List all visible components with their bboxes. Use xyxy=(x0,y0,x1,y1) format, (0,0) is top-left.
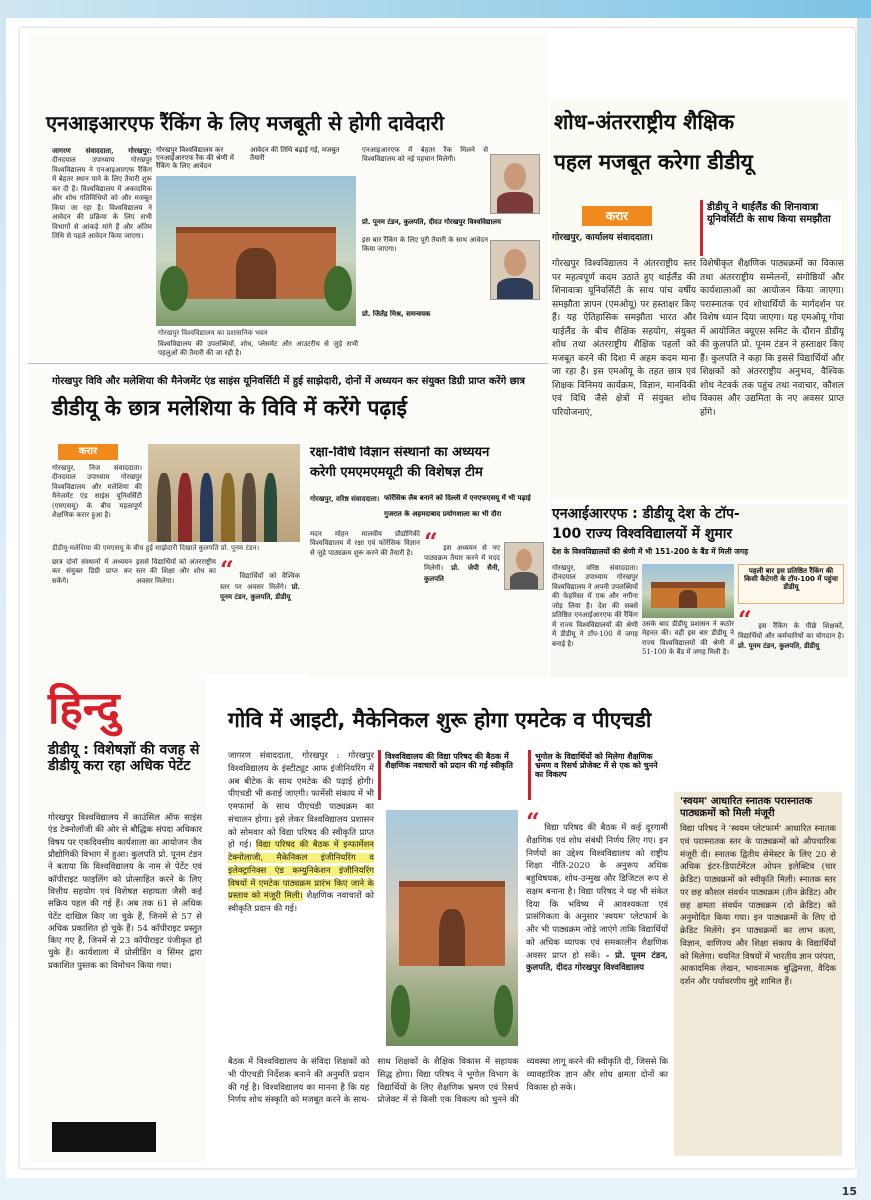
article-nirf-ranking xyxy=(28,34,548,364)
kicker: गोरखपुर विवि और मलेशिया की मैनेजमेंट एंड साइंस यूनिवर्सिटी में हुई साझेदारी, दोनों में अध्ययन कर संयुक्त डिग्री प्राप्त करेंगे छात्र xyxy=(52,376,525,387)
engineering-campus-photo xyxy=(386,810,518,1046)
bullet-text: भूगोल के विद्यार्थियों को मिलेगा शैक्षणिक भ्रमण व रिसर्च प्रोजेक्ट में से एक को चुनने का विकल्प xyxy=(535,752,658,780)
article-lead: दीनदयाल उपाध्याय गोरखपुर विश्वविद्यालय ने एनआइआरएफ रैंकिंग में बेहतर स्थान पाने के लिए तैयारी शुरू कर दी है। xyxy=(52,156,152,193)
article-body: विश्वविद्यालय में अकादमिक और शोध गतिविधियों को और मजबूत किया जा रहा है। विश्वविद्यालय ने आवेदन की प्रक्रिया के लिए सभी विभागों से आंकड़े मांगे हैं और अंतिम तिथि से पहले आवेदन किया जाएगा। xyxy=(52,184,152,240)
highlighted-text: विद्या परिषद की बैठक में इन्फार्मेशन टेक्नोलाजी, मैकेनिकल इंजीनियरिंग व इलेक्ट्रानिक्स एंड कम्युनिकेशन इंजीनियरिंग विषयों में एमटेक पाठ्यक्रम प्रारंभ किए जाने के प्रस्ताव को मंजूरी मिली। xyxy=(228,840,374,902)
article-column xyxy=(228,750,374,1050)
bullet-text: गुजरात के अहमदाबाद प्रयोगशाला का भी दौरा xyxy=(384,510,502,518)
quote-author: प्रो. जेपी सैनी, कुलपति xyxy=(424,563,500,583)
vice-chancellor-photo xyxy=(490,154,540,214)
dateline: गोरखपुर, कार्यालय संवाददाता। xyxy=(552,233,653,243)
quote-author: प्रो. पूनम टंडन, कुलपति, दीदउ गोरखपुर विश्वविद्यालय xyxy=(362,218,502,226)
quote-mark-icon: “ xyxy=(424,530,438,556)
bullet-box xyxy=(528,750,668,800)
quote-author: - प्रो. पूनम टंडन, कुलपति, दीदउ गोरखपुर विश्वविद्यालय xyxy=(526,950,668,974)
article-nirf-top100 xyxy=(550,504,848,704)
article-body: मदन मोहन मालवीय प्रौद्योगिकी विश्वविद्यालय में रक्षा एवं फोरेंसिक विज्ञान से जुड़े पाठ्यक्रम शुरू करने की तैयारी है। xyxy=(310,530,420,557)
article-mtech-phd xyxy=(210,678,848,1162)
article-body: गोरखपुर विश्वविद्यालय में काउंसिल ऑफ साइंस एंड टेक्नोलॉजी की ओर से बौद्धिक संपदा अधिकार विषय पर एकदिवसीय कार्यशाला का आयोजन जैव प्रौद्योगिकी विभाग में हुआ। कुलपति प्रो. पूनम टंडन ने बताया कि विश्वविद्यालय के नाम से पेटेंट एवं कॉपीराइट फाइलिंग को प्रोत्साहित करने के लिए वित्तीय सहयोग एवं विशेषज्ञ सहायता जैसी कई सक्रिय पहल की गई हैं। अब तक 61 से अधिक पेटेंट दाखिल किए जा चुके हैं, जिनमें से 57 से अधिक प्रकाशित हो चुके हैं। 54 कॉपीराइट प्रस्तुत किए गए हैं, जिनमें से 23 कॉपीराइट पंजीकृत हो चुके हैं। कार्यशाला में प्रोसीडिंग व सिंमर द्वारा प्रकाशित पुस्तक का विमोचन किया गया। xyxy=(48,813,202,971)
quote-text xyxy=(220,558,300,658)
vice-chancellor-photo xyxy=(504,542,544,590)
article-body: छात्र दोनों संस्थानों में अध्ययन कर संयुक्त डिग्री प्राप्त कर सकेंगे। xyxy=(52,558,132,585)
article-body: शैक्षणिक नवाचारों को स्वीकृति प्रदान की गई। xyxy=(228,891,374,914)
quote-mark-icon: “ xyxy=(526,810,540,836)
bullet-text: गोरखपुर विश्वविद्यालय कर एनआईआरएफ रैंक की श्रेणी में रैंकिंग के लिए आवेदन xyxy=(156,146,234,171)
article-headline: डीडीयू के छात्र मलेशिया के विवि में करेंगे पढ़ाई xyxy=(52,396,407,420)
page-number: 15 xyxy=(841,1185,857,1198)
article-headline: एनआईआरएफ : डीडीयू देश के टॉप- xyxy=(552,506,740,522)
article-headline: रक्षा-विधि विज्ञान संस्थानों का अध्ययन xyxy=(310,446,490,460)
article-body: जागरण संवाददाता, गोरखपुर : गोरखपुर विश्वविद्यालय के इंस्टीट्यूट आफ इंजीनियरिंग में अब बीटेक के साथ एमटेक की पढ़ाई होगी। पीएचडी भी कराई जाएगी। फार्मेसी संकाय में भी एमफार्मा के साथ पीएचडी पाठ्यक्रम का संचालन होगा। इसे लेकर विश्वविद्यालय प्रशासन को सोमवार को विद्या परिषद की स्वीकृति प्राप्त हो गई। xyxy=(228,751,374,851)
article-patents xyxy=(28,676,206,1162)
category-tag: करार xyxy=(582,206,652,226)
article-body: विश्वविद्यालय की उपलब्धियों, शोध, प्लेसमेंट और आउटरीच से जुड़े सभी पहलुओं की तैयारी की जा रही है। xyxy=(158,340,358,358)
article-body: उसके बाद डीडीयू प्रशासन ने कठोर मेहनत की। वहीं इस बार डीडीयू ने राज्य विश्वविद्यालयों की श्रेणी में 51-100 के बैंड में जगह मिली है। xyxy=(642,620,734,657)
article-headline: 100 राज्य विश्वविद्यालयों में शुमार xyxy=(552,526,733,542)
sidebar-title: 'स्वयम' आधारित स्नातक परास्नातक पाठ्यक्रमों को मिली मंजूरी xyxy=(680,796,813,819)
right-decorative-edge xyxy=(857,18,871,1178)
newspaper-clipping-collage xyxy=(20,28,855,1168)
category-tag: करार xyxy=(58,444,118,460)
redacted-box xyxy=(52,1122,156,1152)
dateline: जागरण संवाददाता, गोरखपुर: xyxy=(52,146,152,155)
quote-text: विद्या परिषद की बैठक में कई दूरगामी शैक्षणिक एवं शोध संबंधी निर्णय लिए गए। इन निर्णयों का उद्देश्य विश्वविद्यालय को राष्ट्रीय शिक्षा नीति-2020 के अनुरूप अधिक बहुविषयक, शोध-उन्मुख और डिजिटल रूप से सक्षम बनाना है। विद्या परिषद ने यह भी संकेत दिया कि भविष्य में आवश्यकता एवं प्रासंगिकता के अनुसार 'स्वयम' प्लेटफार्म के और भी पाठ्यक्रम जोड़े जाएंगे ताकि विद्यार्थियों को अधिक व्यापक एवं समकालीन शैक्षणिक अवसर प्राप्त हो सकें। xyxy=(526,823,668,961)
article-headline: शोध-अंतरराष्ट्रीय शैक्षिक xyxy=(554,110,735,134)
article-body: गोरखपुर, वरिष्ठ संवाददाता। दीनदयाल उपाध्याय गोरखपुर विश्वविद्यालय ने अपनी उपलब्धियों की फेहरिस्त में एक और नगीना जोड़ लिया है। देश की सबसे प्रतिष्ठित एनआईआरएफ की रैंकिंग में राज्य विश्वविद्यालयों की श्रेणी में डीडीयू ने टॉप-100 में जगह बनाई है। xyxy=(552,564,638,648)
quote-author: प्रो. पूनम टंडन, कुलपति, डीडीयू xyxy=(738,641,820,651)
quote-text xyxy=(526,810,668,1050)
quote-author: प्रो. जितेंद्र मिश्र, समन्वयक xyxy=(362,310,431,318)
university-gate-photo xyxy=(642,564,734,618)
quote-text: इस बार रैंकिंग के लिए पूरी तैयारी के साथ आवेदन किया जाएगा। xyxy=(362,236,488,254)
photo-caption: गोरखपुर विश्वविद्यालय का प्रशासनिक भवन xyxy=(158,329,268,337)
quote-text: इस रैंकिंग के पीछे शिक्षकों, विद्यार्थियों और कर्मचारियों का योगदान है। xyxy=(738,622,844,640)
article-body: विशेषीकृत शैक्षणिक पाठ्यक्रमों का विकास तथा अंतरराष्ट्रीय सम्मेलनों, संगोष्ठियों और कार्यशालाओं का आयोजन किया जाएगा। परास्नातक एवं शोधार्थियों के मार्गदर्शन पर विशेष ध्यान दिया जाएगा। यह एमओयू गोवा में आयोजित क्यूएस समिट के दौरान डीडीयू की कुलपति प्रो. पूनम टंडन ने हस्ताक्षर किए हैं। कुलपति ने कहा कि इससे विद्यार्थियों और शिक्षकों को अंतरराष्ट्रीय अनुभव, वैश्विक शोध नेटवर्क तक पहुंच तथा नवाचार, कौशल विकास और उद्यमिता के नए अवसर प्राप्त होंगे। xyxy=(700,259,844,418)
article-headline: गोवि में आइटी, मैकेनिकल शुरू होगा एमटेक व पीएचडी xyxy=(228,708,652,732)
bottom-decorative-band xyxy=(0,1178,871,1200)
bullet-text: फोरेंसिक लैब बनाने को दिल्ली में एनएफएसयू में भी पढ़ाई xyxy=(384,494,531,502)
university-building-photo xyxy=(156,176,356,326)
bullet-box xyxy=(378,750,524,800)
article-headline: डीडीयू : विशेषज्ञों की वजह से डीडीयू करा रहा अधिक पेटेंट xyxy=(48,742,200,775)
bullet-text: आवेदन की तिथि बढ़ाई गई, मजबूत तैयारी xyxy=(250,146,340,163)
photo-caption: डीडीयू-मलेशिया की एमएसयू के बीच हुई साझेदारी दिखाते कुलपति प्रो. पूनम टंडन। xyxy=(52,544,260,552)
quote-mark-icon: “ xyxy=(738,608,752,634)
article-headline: पहल मजबूत करेगा डीडीयू xyxy=(554,150,753,174)
quote-text: एनआइआरएफ में बेहतर रैंक मिलने से विश्वविद्यालय को नई पहचान मिलेगी। xyxy=(362,146,488,164)
quote-mark-icon: “ xyxy=(220,558,234,584)
article-thailand-mou xyxy=(550,98,848,500)
kicker: देश के विश्वविद्यालयों की श्रेणी में भी 151-200 के बैंड में मिली जगह xyxy=(552,547,749,556)
article-body: बैठक में विश्वविद्यालय के संविदा शिक्षकों को भी पीएचडी निर्देशक बनाने की अनुमति प्रदान की गई है। विश्वविद्यालय का मानना है कि यह निर्णय शोध संस्कृति को मजबूत करने के साथ-साथ शिक्षकों के शैक्षिक विकास में सहायक सिद्ध होगा। विद्या परिषद ने भूगोल विभाग के विद्यार्थियों के लिए शैक्षणिक भ्रमण एवं रिसर्च प्रोजेक्ट में से किसी एक विकल्प को चुनने की व्यवस्था लागू करने की स्वीकृति दी, जिससे कि व्यावहारिक ज्ञान और शोध क्षमता दोनों का विकास हो सके। xyxy=(228,1057,668,1106)
article-headline: करेगी एमएमएमयूटी की विशेषज्ञ टीम xyxy=(310,465,483,480)
top-decorative-band xyxy=(0,0,871,18)
highlight-box xyxy=(738,564,844,604)
quote-author: प्रो. पूनम टंडन, कुलपति, डीडीयू xyxy=(220,582,300,602)
quote-text xyxy=(424,530,500,670)
sidebar-box xyxy=(674,792,842,1156)
quote-text: इस अध्ययन से नए पाठ्यक्रम तैयार करने में मदद मिलेगी। xyxy=(424,544,500,573)
coordinator-photo xyxy=(490,240,540,300)
box-title: पहली बार इस प्रतिष्ठित रैंकिंग की किसी कैटेगरी के टॉप-100 में पहुंचा डीडीयू xyxy=(744,567,838,592)
article-column xyxy=(52,146,152,358)
quote-text: विद्यार्थियों को वैश्विक स्तर पर अवसर मिलेंगे। xyxy=(220,572,300,591)
bullet-text: विश्वविद्यालय की विद्या परिषद की बैठक में शैक्षणिक नवाचारों को प्रदान की गई स्वीकृति xyxy=(385,752,513,771)
sidebar-body: विद्या परिषद ने 'स्वयम प्लेटफार्म' आधारित स्नातक एवं परास्नातक स्तर के पाठ्यक्रमों को औपचारिक मंजूरी दी। स्नातक द्वितीय सेमेस्टर के लिए 20 से अधिक इंटर-डिपार्टमेंटल ओपन इलेक्टिव (चार क्रेडिट) पाठ्यक्रमों को स्वीकृति मिली। स्नातक स्तर पर छह कौशल संवर्धन पाठ्यक्रम (तीन क्रेडिट) और छह क्षमता संवर्धन पाठ्यक्रम (दो क्रेडिट) को अनुमोदित किया गया। इन पाठ्यक्रमों के लिए दो क्रेडिट मिलेंगे। इन पाठ्यक्रमों का लाभ कला, विज्ञान, वाणिज्य और शिक्षा संकाय के विद्यार्थियों को मिलेगा। चयनित विषयों में भारतीय ज्ञान परंपरा, आकादमिक लेखन, भावनात्मक बुद्धिमत्ता, वैदिक दर्शन और पर्यावरणीय मुद्दे शामिल हैं। xyxy=(680,824,836,987)
mou-group-photo xyxy=(148,444,300,542)
left-decorative-edge xyxy=(0,18,6,1178)
article-body: गोरखपुर विश्वविद्यालय ने अंतरराष्ट्रीय स्तर पर महत्वपूर्ण कदम उठाते हुए थाईलैंड की शिनावात्रा यूनिवर्सिटी के साथ पांच वर्षीय समझौता ज्ञापन (एमओयू) पर हस्ताक्षर किए हैं। यह ऐतिहासिक समझौता भारत और थाईलैंड के बीच शैक्षिक सहयोग, संयुक्त शोध तथा अंतरराष्ट्रीय शैक्षिक पहलों को मजबूत करने की दिशा में अहम कदम माना जा रहा है। इस एमओयू के तहत छात्र एवं शिक्षक विनिमय कार्यक्रम, विज्ञान, मानविकी एवं विधि जैसे क्षेत्रों में संयुक्त शोध परियोजनाएं, xyxy=(552,259,696,418)
article-mmmut xyxy=(308,446,548,678)
article-body: गोरखपुर, निज संवाददाता। दीनदयाल उपाध्याय गोरखपुर विश्वविद्यालय और मलेशिया की मैनेजमेंट एंड साइंस यूनिवर्सिटी (एमएसयू) के बीच महत्वपूर्ण शैक्षणिक करार हुआ है। xyxy=(52,464,142,520)
article-body: इससे विद्यार्थियों को अंतरराष्ट्रीय स्तर की शिक्षा और शोध का अवसर मिलेगा। xyxy=(136,558,216,585)
article-headline: एनआइआरएफ रैंकिंग के लिए मजबूती से होगी दावेदारी xyxy=(46,111,445,135)
highlight-box xyxy=(700,200,842,256)
box-title: डीडीयू ने थाईलैंड की शिनावात्रा यूनिवर्सिटी के साथ किया समझौता xyxy=(707,202,831,225)
newspaper-masthead: हिन्दु xyxy=(48,683,120,734)
dateline: गोरखपुर, वरिष्ठ संवाददाता। xyxy=(310,494,380,503)
